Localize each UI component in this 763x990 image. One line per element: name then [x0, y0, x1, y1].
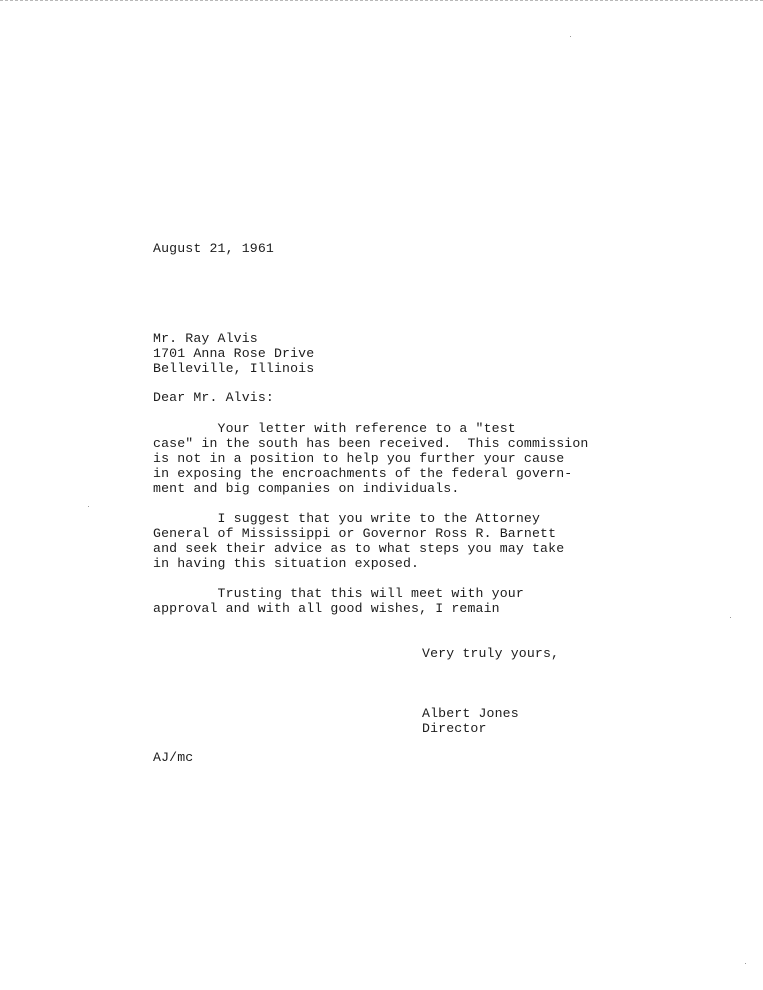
body-paragraph-2: I suggest that you write to the Attorney General of Mississippi or Governor Ross R. Barnett and seek their advice as to what steps you may take in having this situation exposed. — [153, 511, 565, 571]
letter-date: August 21, 1961 — [153, 241, 274, 256]
recipient-name: Mr. Ray Alvis — [153, 331, 258, 346]
body-paragraph-1: Your letter with reference to a "test case" in the south has been received. This commission is not in a position to help you further your cause in exposing the encroachments of the federal govern- ment and big companies on individuals. — [153, 421, 589, 496]
page-top-edge — [0, 0, 763, 1]
scan-speck — [730, 617, 731, 618]
recipient-city: Belleville, Illinois — [153, 361, 315, 376]
body-paragraph-3: Trusting that this will meet with your approval and with all good wishes, I remain — [153, 586, 524, 616]
scan-speck — [570, 36, 571, 37]
complimentary-close: Very truly yours, — [422, 646, 560, 661]
scan-speck — [745, 963, 746, 964]
recipient-street: 1701 Anna Rose Drive — [153, 346, 315, 361]
signer-name: Albert Jones — [422, 706, 519, 721]
reference-initials: AJ/mc — [153, 750, 194, 765]
salutation: Dear Mr. Alvis: — [153, 390, 274, 405]
signer-title: Director — [422, 721, 487, 736]
scan-speck — [88, 506, 89, 507]
